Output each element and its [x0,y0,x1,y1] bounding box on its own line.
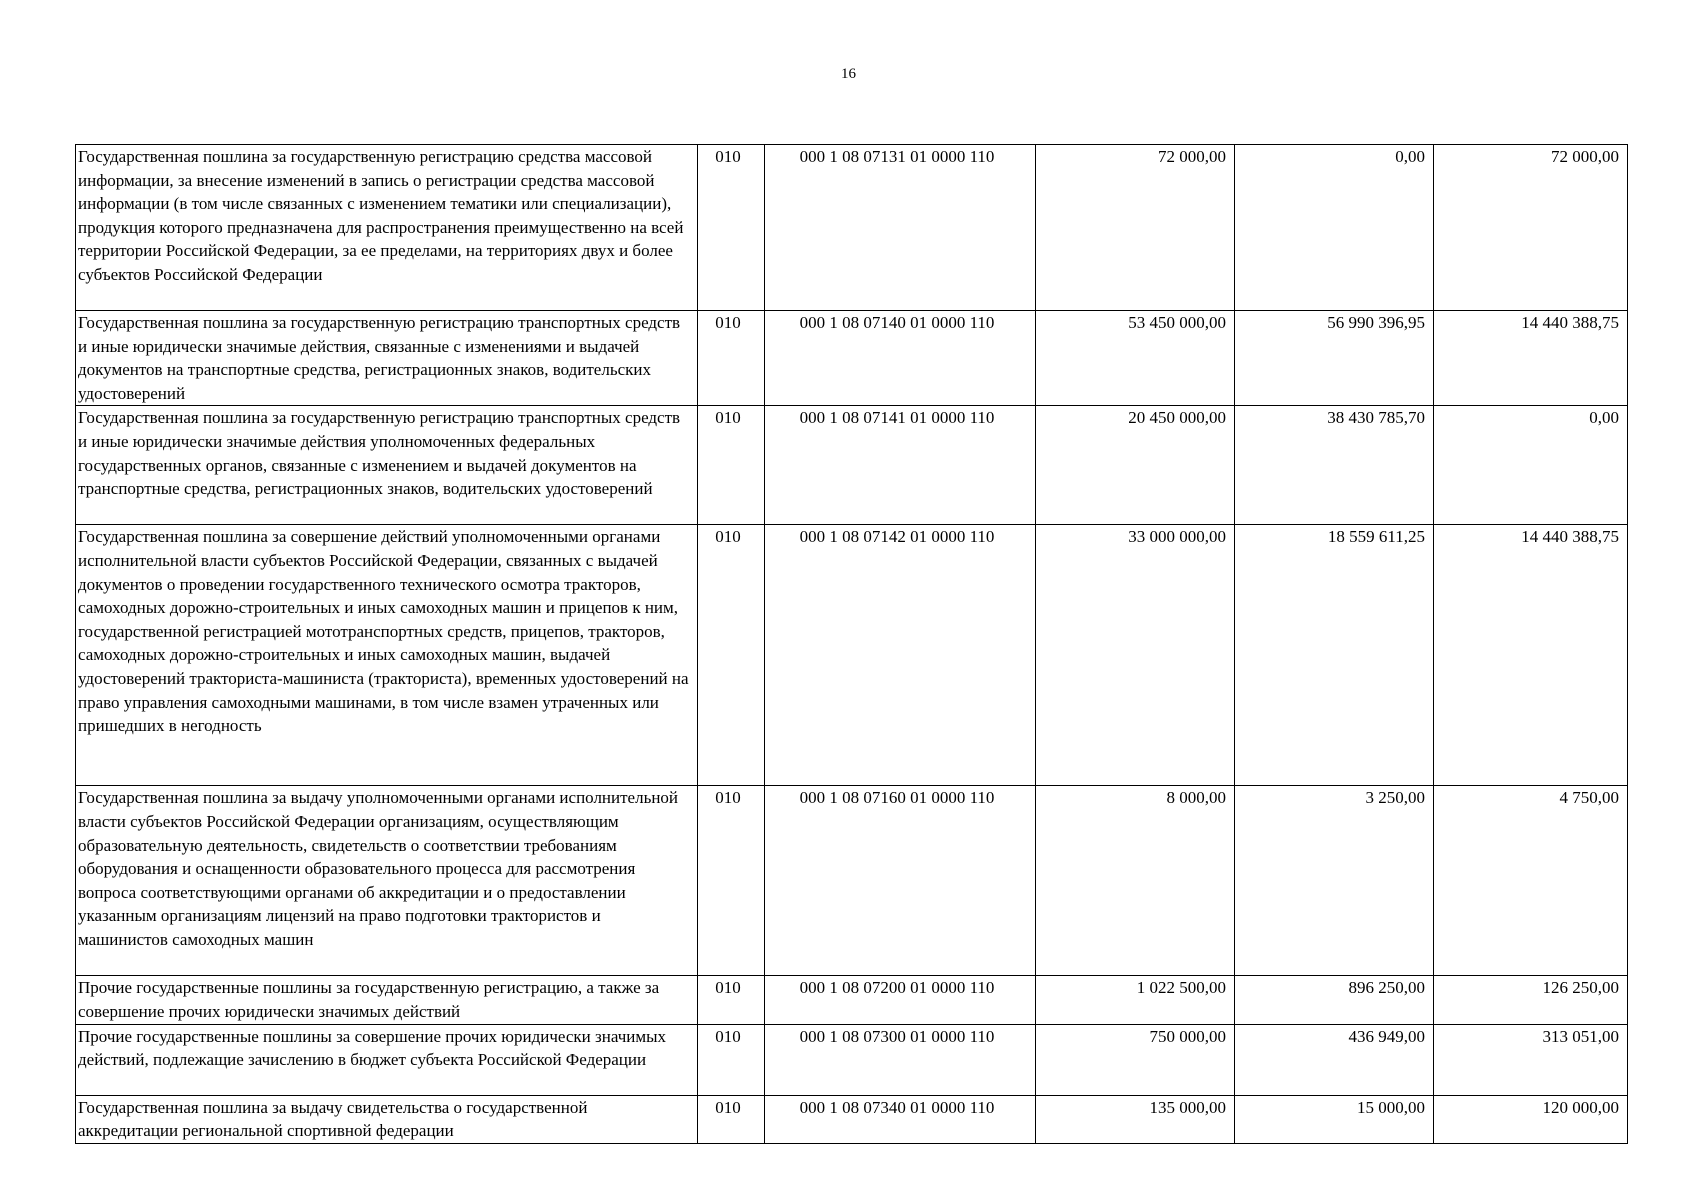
row-approved: 750 000,00 [1036,1024,1235,1095]
page-number: 16 [841,66,856,82]
row-executed: 0,00 [1235,145,1434,311]
income-table [75,144,1628,1144]
row-description: Государственная пошлина за совершение действий уполномоченными органами исполнительной власти субъектов Российской Федерации, связанных с выдачей документов о проведении государственного технического осмотра тракторов, самоходных дорожно-строительных и иных самоходных машин и прицепов к ним, государственной регистрацией мототранспортных средств, прицепов, тракторов, самоходных дорожно-строительных и иных самоходных машин, выдачей удостоверений тракториста-машиниста (тракториста), временных удостоверений на право управления самоходными машинами, в том числе взамен утраченных или пришедших в негодность [76,525,698,786]
table-row [76,525,1628,786]
row-income-code: 000 1 08 07340 01 0000 110 [765,1095,1036,1143]
row-line-code: 010 [698,525,765,786]
row-approved: 72 000,00 [1036,145,1235,311]
row-approved: 53 450 000,00 [1036,311,1235,406]
row-description: Государственная пошлина за государственную регистрацию средства массовой информации, за внесение изменений в запись о регистрации средства массовой информации (в том числе связанных с изменением тематики или специализации), продукция которого предназначена для распространения преимущественно на всей территории Российской Федерации, за ее пределами, на территориях двух и более субъектов Российской Федерации [76,145,698,311]
row-executed: 896 250,00 [1235,976,1434,1024]
row-line-code: 010 [698,976,765,1024]
row-income-code: 000 1 08 07142 01 0000 110 [765,525,1036,786]
row-executed: 15 000,00 [1235,1095,1434,1143]
row-executed: 38 430 785,70 [1235,406,1434,525]
row-description: Государственная пошлина за выдачу свидетельства о государственной аккредитации региональной спортивной федерации [76,1095,698,1143]
row-income-code: 000 1 08 07131 01 0000 110 [765,145,1036,311]
table-row [76,406,1628,525]
row-unexecuted: 4 750,00 [1434,786,1628,976]
row-unexecuted: 126 250,00 [1434,976,1628,1024]
row-unexecuted: 313 051,00 [1434,1024,1628,1095]
row-executed: 436 949,00 [1235,1024,1434,1095]
row-income-code: 000 1 08 07160 01 0000 110 [765,786,1036,976]
row-executed: 56 990 396,95 [1235,311,1434,406]
row-approved: 8 000,00 [1036,786,1235,976]
row-unexecuted: 14 440 388,75 [1434,311,1628,406]
table-row [76,145,1628,311]
row-description: Прочие государственные пошлины за совершение прочих юридически значимых действий, подлежащие зачислению в бюджет субъекта Российской Федерации [76,1024,698,1095]
table-row [76,1095,1628,1143]
row-description: Прочие государственные пошлины за государственную регистрацию, а также за совершение прочих юридически значимых действий [76,976,698,1024]
table-row [76,1024,1628,1095]
row-line-code: 010 [698,406,765,525]
row-description: Государственная пошлина за государственную регистрацию транспортных средств и иные юридически значимые действия уполномоченных федеральных государственных органов, связанные с изменением и выдачей документов на транспортные средства, регистрационных знаков, водительских удостоверений [76,406,698,525]
row-unexecuted: 0,00 [1434,406,1628,525]
row-approved: 1 022 500,00 [1036,976,1235,1024]
row-executed: 18 559 611,25 [1235,525,1434,786]
row-line-code: 010 [698,1024,765,1095]
row-description: Государственная пошлина за государственную регистрацию транспортных средств и иные юридически значимые действия, связанные с изменениями и выдачей документов на транспортные средства, регистрационных знаков, водительских удостоверений [76,311,698,406]
row-income-code: 000 1 08 07140 01 0000 110 [765,311,1036,406]
row-executed: 3 250,00 [1235,786,1434,976]
row-description: Государственная пошлина за выдачу уполномоченными органами исполнительной власти субъектов Российской Федерации организациям, осуществляющим образовательную деятельность, свидетельств о соответствии требованиям оборудования и оснащенности образовательного процесса для рассмотрения вопроса соответствующими органами об аккредитации и о предоставлении указанным организациям лицензий на право подготовки трактористов и машинистов самоходных машин [76,786,698,976]
row-line-code: 010 [698,786,765,976]
table-row [76,786,1628,976]
row-unexecuted: 72 000,00 [1434,145,1628,311]
row-approved: 33 000 000,00 [1036,525,1235,786]
row-unexecuted: 14 440 388,75 [1434,525,1628,786]
row-income-code: 000 1 08 07141 01 0000 110 [765,406,1036,525]
table-row [76,311,1628,406]
row-income-code: 000 1 08 07300 01 0000 110 [765,1024,1036,1095]
row-line-code: 010 [698,1095,765,1143]
table-row [76,976,1628,1024]
row-line-code: 010 [698,145,765,311]
row-approved: 135 000,00 [1036,1095,1235,1143]
row-income-code: 000 1 08 07200 01 0000 110 [765,976,1036,1024]
row-unexecuted: 120 000,00 [1434,1095,1628,1143]
row-line-code: 010 [698,311,765,406]
row-approved: 20 450 000,00 [1036,406,1235,525]
